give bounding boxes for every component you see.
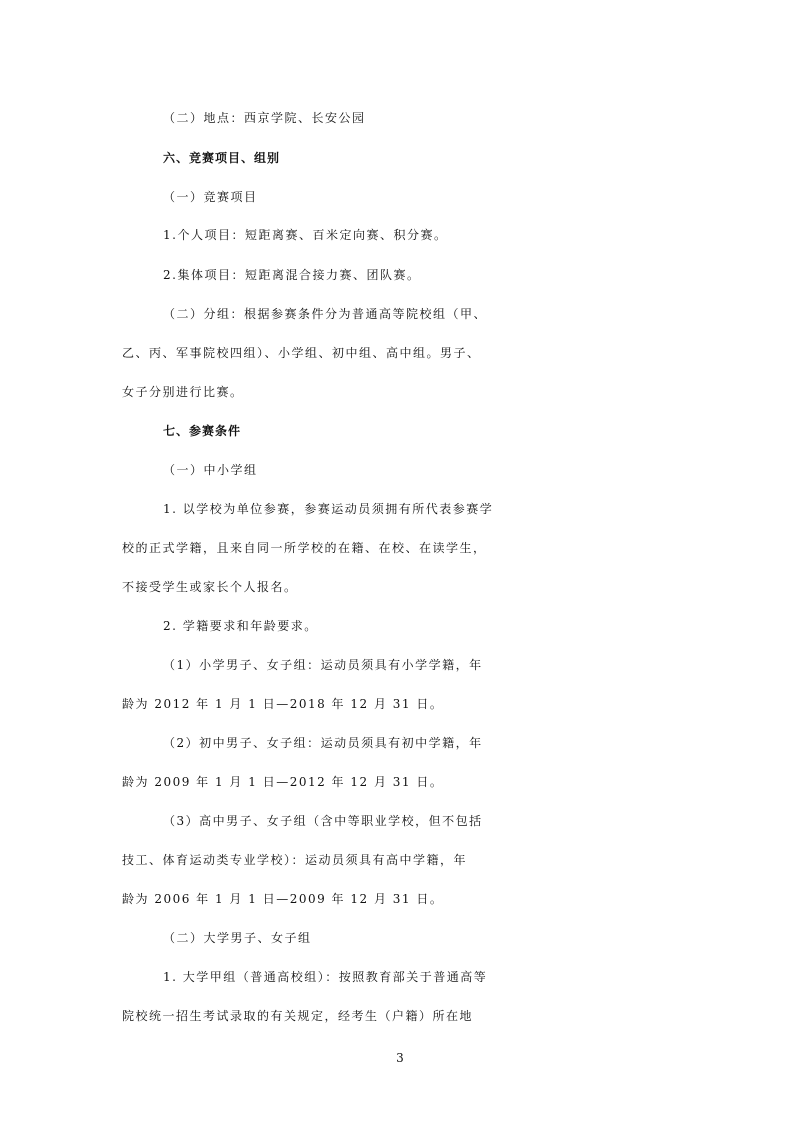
grouping-line-1: （二）分组：根据参赛条件分为普通高等院校组（甲、 — [163, 307, 488, 321]
junior-group-line-1: （2）初中男子、女子组：运动员须具有初中学籍，年 — [163, 736, 483, 750]
team-events: 2.集体项目：短距离混合接力赛、团队赛。 — [163, 268, 421, 282]
senior-group-line-3: 龄为 2006 年 1 月 1 日—2009 年 12 月 31 日。 — [122, 892, 444, 906]
enrollment-age-requirement: 2. 学籍要求和年龄要求。 — [163, 619, 318, 633]
page-number: 3 — [396, 1051, 404, 1065]
senior-group-line-1: （3）高中男子、女子组（含中等职业学校，但不包括 — [163, 814, 483, 828]
grouping-line-3: 女子分别进行比赛。 — [122, 385, 244, 399]
heading-events-groups: 六、竞赛项目、组别 — [163, 151, 281, 165]
university-a-line-1: 1. 大学甲组（普通高校组）：按照教育部关于普通高等 — [163, 970, 488, 984]
primary-group-line-1: （1）小学男子、女子组：运动员须具有小学学籍，年 — [163, 658, 483, 672]
junior-group-line-2: 龄为 2009 年 1 月 1 日—2012 年 12 月 31 日。 — [122, 775, 444, 789]
grouping-line-2: 乙、丙、军事院校四组）、小学组、初中组、高中组。男子、 — [122, 346, 481, 360]
section-location: （二）地点：西京学院、长安公园 — [163, 111, 366, 125]
school-entry-line-3: 不接受学生或家长个人报名。 — [122, 580, 298, 594]
heading-eligibility: 七、参赛条件 — [163, 424, 242, 438]
subheading-primary-secondary: （一）中小学组 — [163, 463, 258, 477]
individual-events: 1.个人项目：短距离赛、百米定向赛、积分赛。 — [163, 228, 448, 242]
university-a-line-2: 院校统一招生考试录取的有关规定，经考生（户籍）所在地 — [122, 1009, 474, 1023]
primary-group-line-2: 龄为 2012 年 1 月 1 日—2018 年 12 月 31 日。 — [122, 697, 444, 711]
senior-group-line-2: 技工、体育运动类专业学校）：运动员须具有高中学籍，年 — [122, 853, 468, 867]
school-entry-line-1: 1. 以学校为单位参赛，参赛运动员须拥有所代表参赛学 — [163, 502, 494, 516]
school-entry-line-2: 校的正式学籍，且来自同一所学校的在籍、在校、在读学生， — [122, 541, 487, 555]
subheading-university: （二）大学男子、女子组 — [163, 931, 312, 945]
subheading-events: （一）竞赛项目 — [163, 190, 258, 204]
